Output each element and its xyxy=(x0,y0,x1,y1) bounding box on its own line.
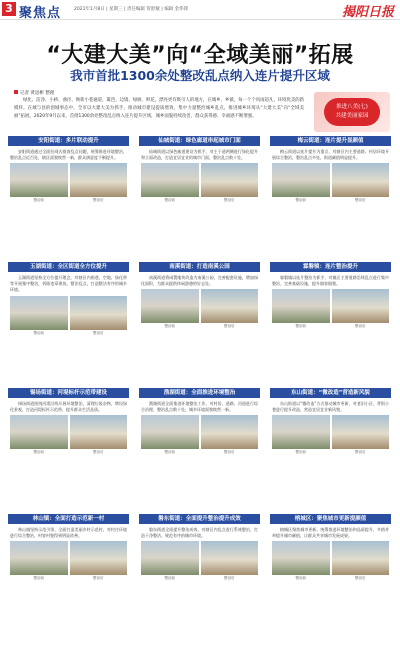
before-photo xyxy=(141,541,199,575)
after-photo xyxy=(332,163,390,197)
photo-after xyxy=(332,541,390,582)
panel-text: 榕城区聚焦城市更新，统筹推进环境整治和品质提升，多措并举提升城市颜值，让群众共享城市发展成果。 xyxy=(272,527,389,539)
photo-before xyxy=(10,163,68,204)
panel-title: 锡场街道：河堤标杆示范带建设 xyxy=(8,388,129,398)
photo-after xyxy=(201,541,259,582)
before-photo xyxy=(141,163,199,197)
photo-caption: 整治前 xyxy=(164,324,175,329)
after-photo xyxy=(201,163,259,197)
after-photo xyxy=(332,289,390,323)
photo-caption: 整治前 xyxy=(295,576,306,581)
panel-text: 东山街道以“微改造”方式推动城市更新，对老旧小区、背街小巷进行提升改造，营造宜居宜业新风貌。 xyxy=(272,401,389,413)
photo-caption: 整治后 xyxy=(355,324,366,329)
photo-caption: 整治后 xyxy=(224,450,235,455)
article-panel xyxy=(270,514,391,646)
photo-before xyxy=(141,289,199,330)
campaign-badge xyxy=(324,98,380,126)
panel-text: 安阳街道通过全面拉网式排查乱点问题，统筹推进环境整治，整治乱点近百处，辖区面貌焕然一新，群众满意度不断提升。 xyxy=(10,149,127,161)
photo-before xyxy=(272,541,330,582)
photo-before xyxy=(10,541,68,582)
photo-caption: 整治后 xyxy=(93,198,104,203)
page-header xyxy=(0,0,400,20)
after-photo xyxy=(70,541,128,575)
panel-text: 磐东街道全面提升整治成效，对辖区内乱点进行系统整治，打造干净整洁、规范有序的城市环境。 xyxy=(141,527,258,539)
panel-title: 霖磐镇：连片整治提升 xyxy=(270,262,391,272)
before-photo xyxy=(272,541,330,575)
photo-caption: 整治前 xyxy=(33,576,44,581)
article-panel xyxy=(270,388,391,510)
photo-after xyxy=(70,163,128,204)
photo-after xyxy=(201,163,259,204)
photo-pair xyxy=(139,415,260,456)
article-panel xyxy=(8,136,129,258)
newspaper-logo: 揭阳日报 xyxy=(341,5,394,20)
photo-caption: 整治前 xyxy=(33,198,44,203)
campaign-graphic xyxy=(314,92,390,132)
section-number: 3 xyxy=(2,2,16,16)
panel-title: 南溪街道：打造南溪公园 xyxy=(139,262,260,272)
panel-text: 玉湖街道坚持全方位提升理念，对辖区内街巷、空地、绿化带等开展集中整治，拆除违章建筑，整治乱点，打造整洁有序的城乡环境。 xyxy=(10,275,127,293)
before-photo xyxy=(272,163,330,197)
panel-title: 玉湖街道：全区街道全方位提升 xyxy=(8,262,129,272)
photo-pair xyxy=(8,163,129,204)
before-photo xyxy=(141,289,199,323)
panel-text: 仙城街道以绿色廊道建设为抓手，对主干道两侧进行绿化提升和立面改造，打造宜居宜业的城市门面，整治乱点数十处。 xyxy=(141,149,258,161)
campaign-line-2: 共建美丽家园 xyxy=(335,113,369,119)
after-photo xyxy=(70,415,128,449)
photo-after xyxy=(201,415,259,456)
before-photo xyxy=(10,163,68,197)
photo-caption: 整治后 xyxy=(355,450,366,455)
byline: 记者 黄思彬 整理 xyxy=(14,90,54,96)
panel-title: 磐东街道：全面提升整治提升成效 xyxy=(139,514,260,524)
after-photo xyxy=(332,415,390,449)
photo-after xyxy=(70,541,128,582)
panel-text: 锡场街道围绕河堤沿线开展环境整治，清理垃圾杂物，增设绿化景观，打造河堤标杆示范带，提升群众生活品质。 xyxy=(10,401,127,413)
panel-text: 梅云街道以连片提升为重点，对辖区内主要道路、村居环境开展综合整治，整治乱点多处，街道颜值明显提升。 xyxy=(272,149,389,161)
photo-pair xyxy=(8,415,129,456)
photo-caption: 整治后 xyxy=(355,198,366,203)
panel-title: 安阳街道：多片联动提升 xyxy=(8,136,129,146)
section-name: 聚焦点 xyxy=(19,6,62,21)
article-panel xyxy=(139,262,260,384)
before-photo xyxy=(141,415,199,449)
photo-caption: 整治前 xyxy=(295,324,306,329)
photo-after xyxy=(201,289,259,330)
photo-pair xyxy=(270,541,391,582)
photo-pair xyxy=(139,163,260,204)
after-photo xyxy=(70,163,128,197)
photo-caption: 整治后 xyxy=(224,198,235,203)
panel-text: 渔湖街道全面推进环境整治工作，对村居、道路、河道进行综合治理，整治乱点数十处，城乡环境面貌焕然一新。 xyxy=(141,401,258,413)
photo-caption: 整治后 xyxy=(93,330,104,335)
photo-caption: 整治后 xyxy=(93,576,104,581)
article-panel xyxy=(8,388,129,510)
before-photo xyxy=(10,541,68,575)
photo-caption: 整治前 xyxy=(164,450,175,455)
photo-before xyxy=(141,415,199,456)
after-photo xyxy=(201,541,259,575)
panel-title: 东山街道：“微改造”营造新风貌 xyxy=(270,388,391,398)
photo-pair xyxy=(270,289,391,330)
after-photo xyxy=(70,296,128,330)
photo-caption: 整治前 xyxy=(295,198,306,203)
photo-pair xyxy=(8,296,129,337)
photo-caption: 整治前 xyxy=(33,450,44,455)
photo-before xyxy=(272,415,330,456)
campaign-line-1: 推进八美(七) xyxy=(336,104,368,110)
article-panel xyxy=(8,262,129,384)
after-photo xyxy=(201,289,259,323)
before-photo xyxy=(10,415,68,449)
after-photo xyxy=(332,541,390,575)
photo-caption: 整治前 xyxy=(164,576,175,581)
panel-text: 林山镇坚持示范引领，全面打造美丽乡村示范村，对村庄环境进行综合整治，村容村貌得到明显改善。 xyxy=(10,527,127,539)
panel-title: 渔湖街道：全面推进环境整治 xyxy=(139,388,260,398)
photo-after xyxy=(332,415,390,456)
panel-title: 林山镇：全面打造示范新一村 xyxy=(8,514,129,524)
photo-caption: 整治后 xyxy=(93,450,104,455)
photo-caption: 整治后 xyxy=(224,324,235,329)
article-panel xyxy=(139,136,260,258)
photo-caption: 整治后 xyxy=(224,576,235,581)
article-panel xyxy=(270,136,391,258)
after-photo xyxy=(201,415,259,449)
panel-title: 仙城街道：绿色廊道串起城市门面 xyxy=(139,136,260,146)
article-panel xyxy=(270,262,391,384)
photo-after xyxy=(332,163,390,204)
photo-before xyxy=(272,163,330,204)
panel-text: 霖磐镇以连片整治为抓手，对镇区主要道路沿线乱点进行集中整治，完善基础设施，提升镇容镇貌。 xyxy=(272,275,389,287)
photo-caption: 整治前 xyxy=(295,450,306,455)
before-photo xyxy=(272,289,330,323)
photo-after xyxy=(70,415,128,456)
photo-before xyxy=(141,541,199,582)
photo-before xyxy=(272,289,330,330)
photo-pair xyxy=(270,163,391,204)
article-panel xyxy=(139,514,260,646)
photo-before xyxy=(141,163,199,204)
panel-text: 南溪街道将闲置地块改造为南溪公园，完善配套设施，增加绿化面积，为群众提供休闲游憩的好去处。 xyxy=(141,275,258,287)
photo-caption: 整治前 xyxy=(33,330,44,335)
subheadline: 我市首批1300余处整改乱点纳入连片提升区域 xyxy=(70,68,330,83)
photo-before xyxy=(10,415,68,456)
issue-meta: 2021年1月8日 | 星期三 | 责任编辑 管舒敏 | 编辑 金伟锋 xyxy=(74,7,189,12)
headline: “大建大美”向“全域美丽”拓展 xyxy=(46,43,354,68)
panel-title: 梅云街道：连片提升显颜值 xyxy=(270,136,391,146)
before-photo xyxy=(272,415,330,449)
photo-after xyxy=(332,289,390,330)
article-panel xyxy=(8,514,129,646)
photo-before xyxy=(10,296,68,337)
intro-paragraph: 绿化、洁净、小桥、曲径、焕新小巷通道、篱笆、边墙、绿树、鲜花，漂亮更有吸引人的地方，在城乡、乡镇，每一个个风雨超凡、环境优美的新模样。在城与县的创城事态中，全市以大建大美为抓手，推动城市建设提质增效，集中力量整治城乡乱点，推进城乡环境从“大建大美”向“全域美丽”拓展。2020年9月以来，首批1300余处整改乱点纳入连片提升区域，城乡面貌持续改善，群众获得感、幸福感不断增强。 xyxy=(14,98,305,119)
photo-pair xyxy=(139,289,260,330)
article-panel xyxy=(139,388,260,510)
panel-title: 榕城区：聚焦城市更新提颜值 xyxy=(270,514,391,524)
photo-pair xyxy=(8,541,129,582)
photo-pair xyxy=(139,541,260,582)
photo-after xyxy=(70,296,128,337)
photo-caption: 整治前 xyxy=(164,198,175,203)
photo-pair xyxy=(270,415,391,456)
photo-caption: 整治后 xyxy=(355,576,366,581)
before-photo xyxy=(10,296,68,330)
